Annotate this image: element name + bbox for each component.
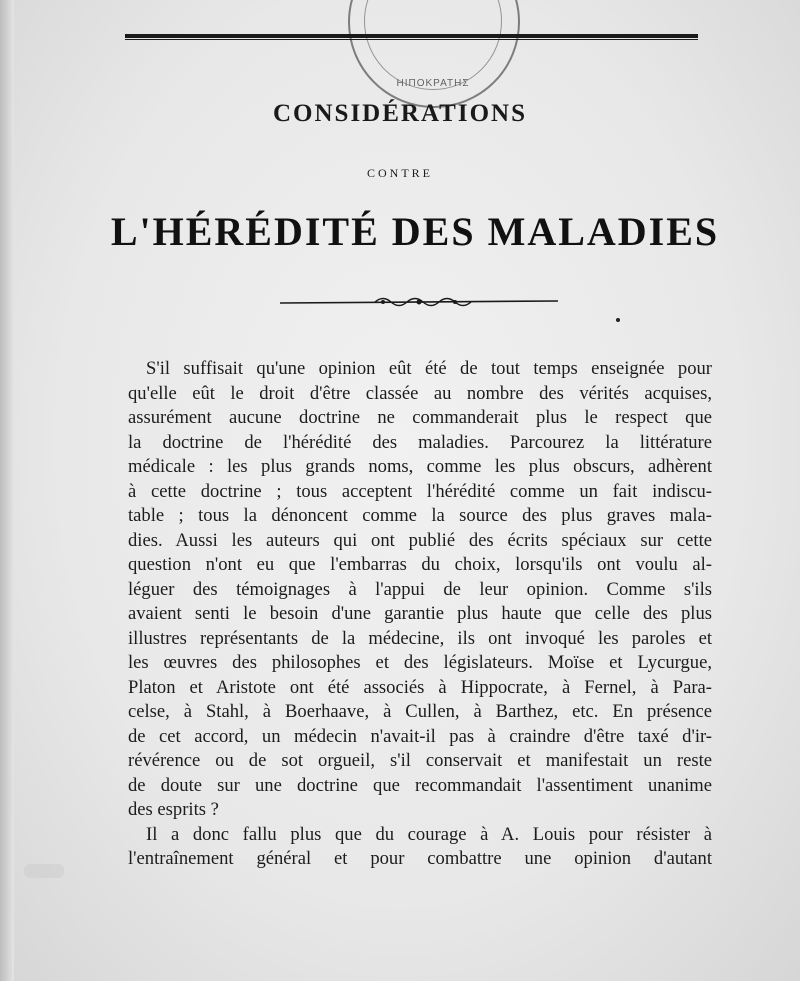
text-line: de doute sur une doctrine que recommandait l'assentiment unanime: [128, 774, 712, 796]
paragraph-1: [128, 357, 712, 823]
text-line: table ; tous la dénoncent comme la source des plus graves mala-: [128, 505, 712, 526]
text-line: assurément aucune doctrine ne commanderait plus le respect que: [128, 407, 712, 428]
text-line: illustres représentants de la médecine, ils ont invoqué les paroles et: [128, 627, 712, 649]
library-stamp: [348, 0, 520, 108]
text-line: qu'elle eût le droit d'être classée au nombre des vérités acquises,: [128, 382, 712, 404]
text-line: à cette doctrine ; tous acceptent l'hérédité comme un fait indiscu-: [128, 480, 712, 502]
stamp-text: ΗIΠΟΚΡΑΤΗΣ: [396, 78, 470, 89]
text-line: la doctrine de l'hérédité des maladies. Parcourez la littérature: [128, 431, 712, 453]
text-line: révérence ou de sot orgueil, s'il conservait et manifestait un reste: [128, 750, 712, 771]
main-title: L'HÉRÉDITÉ DES MALADIES: [110, 209, 720, 254]
text-line: question n'ont eu que l'embarras du choix, lorsqu'ils ont voulu al-: [128, 554, 712, 575]
text-line: des esprits ?: [128, 799, 219, 820]
title-contre: CONTRE: [367, 166, 433, 180]
text-line: S'il suffisait qu'une opinion eût été de tout temps enseignée pour: [146, 358, 712, 379]
header-double-rule: [125, 34, 698, 40]
decorative-ornament-rule: [280, 292, 558, 312]
text-line: avaient senti le besoin d'une garantie plus haute que celle des plus: [128, 603, 712, 624]
stamp-inner-ring: [364, 0, 502, 90]
text-line: l'entraînement général et pour combattre une opinion d'autant: [128, 848, 712, 869]
title-considerations: CONSIDÉRATIONS: [273, 100, 527, 127]
paragraph-2: [128, 823, 712, 872]
page-smudge: [24, 864, 64, 878]
text-line: dies. Aussi les auteurs qui ont publié des écrits spéciaux sur cette: [128, 529, 712, 551]
text-line: de cet accord, un médecin n'avait-il pas à craindre d'être taxé d'ir-: [128, 725, 712, 747]
text-line: Platon et Aristote ont été associés à Hippocrate, à Fernel, à Para-: [128, 676, 712, 698]
text-line: léguer des témoignages à l'appui de leur opinion. Comme s'ils: [128, 578, 712, 600]
text-line: Il a donc fallu plus que du courage à A. Louis pour résister à: [146, 823, 712, 845]
body-text: [128, 357, 712, 872]
text-line: les œuvres des philosophes et des législateurs. Moïse et Lycurgue,: [128, 652, 712, 673]
page-gutter-shadow: [0, 0, 14, 981]
text-line: celse, à Stahl, à Boerhaave, à Cullen, à Barthez, etc. En présence: [128, 701, 712, 722]
text-line: médicale : les plus grands noms, comme les plus obscurs, adhèrent: [128, 456, 712, 477]
ink-speck: [616, 318, 620, 322]
